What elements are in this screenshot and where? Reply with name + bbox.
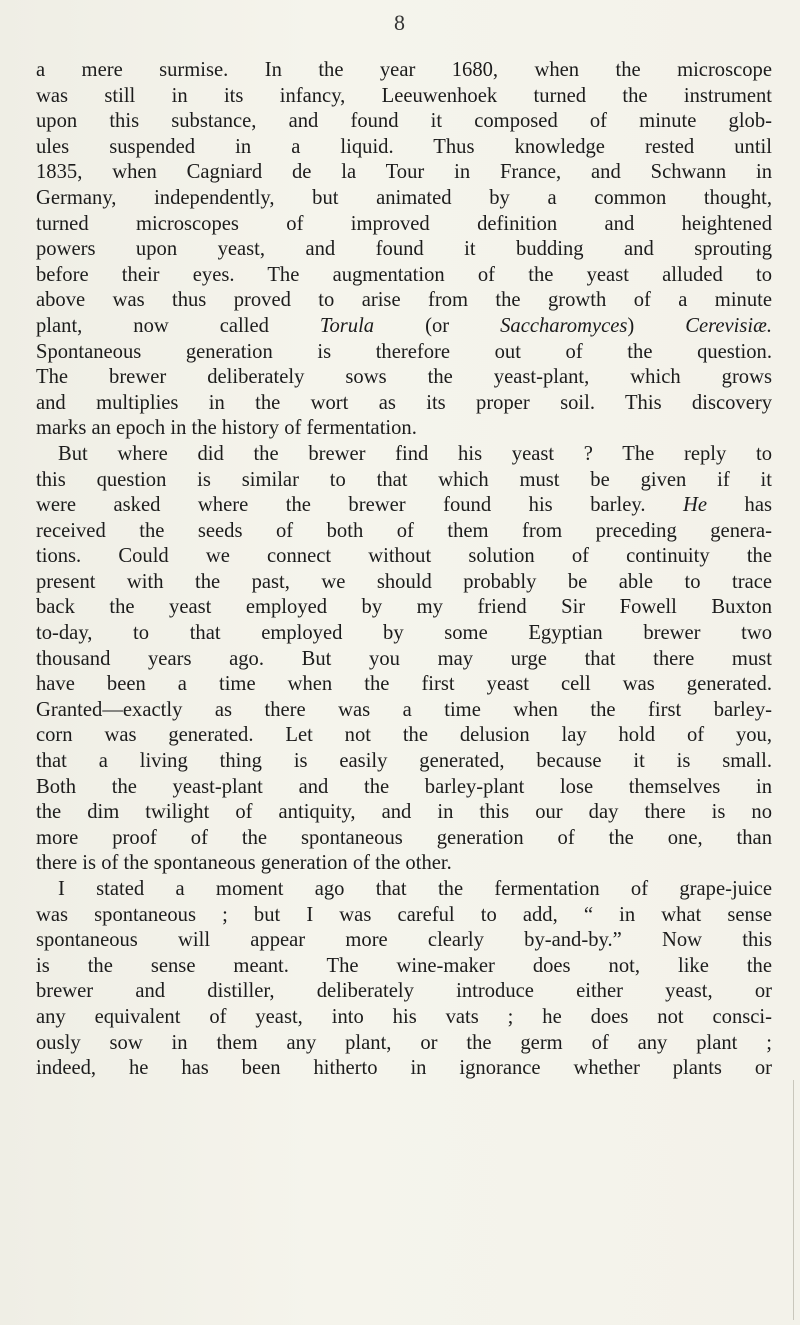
body-text xyxy=(36,58,772,1082)
text-segment: tions. Could we connect without solution of continuity the xyxy=(36,545,772,568)
text-line xyxy=(36,826,772,852)
text-segment: is the sense meant. The wine-maker does not, like the xyxy=(36,954,772,977)
text-segment: thousand years ago. But you may urge that there must xyxy=(36,647,772,670)
text-line xyxy=(36,109,772,135)
text-segment: marks an epoch in the history of fermentation. xyxy=(36,417,417,440)
text-segment: to-day, to that employed by some Egyptian brewer two xyxy=(36,622,772,645)
text-line xyxy=(36,928,772,954)
italic-text: He xyxy=(683,494,708,517)
page-number: 8 xyxy=(394,10,406,35)
text-segment: The brewer deliberately sows the yeast-plant, which grows xyxy=(36,366,772,389)
text-line xyxy=(36,544,772,570)
text-segment: ) xyxy=(627,314,686,337)
text-segment: plant, now called xyxy=(36,314,320,337)
text-line xyxy=(36,621,772,647)
text-segment: any equivalent of yeast, into his vats ; he does not consci- xyxy=(36,1005,772,1028)
text-line xyxy=(36,698,772,724)
text-line xyxy=(36,186,772,212)
text-segment: turned microscopes of improved definition and heightened xyxy=(36,212,772,235)
text-segment: Both the yeast-plant and the barley-plant lose themselves in xyxy=(36,775,772,798)
text-line xyxy=(36,851,772,877)
text-segment: Spontaneous generation is therefore out of the question. xyxy=(36,340,772,363)
italic-text: Saccharomyces xyxy=(500,314,628,337)
text-segment: 1835, when Cagniard de la Tour in France, and Schwann in xyxy=(36,161,772,184)
text-line xyxy=(36,442,772,468)
text-segment: that a living thing is easily generated, because it is small. xyxy=(36,750,772,773)
text-segment: corn was generated. Let not the delusion lay hold of you, xyxy=(36,724,772,747)
text-line xyxy=(36,391,772,417)
text-line xyxy=(36,519,772,545)
text-line xyxy=(36,58,772,84)
text-line xyxy=(36,595,772,621)
text-line xyxy=(36,493,772,519)
text-line xyxy=(36,365,772,391)
text-segment: above was thus proved to arise from the growth of a minute xyxy=(36,289,772,312)
text-line xyxy=(36,237,772,263)
text-line xyxy=(36,416,772,442)
text-segment: and multiplies in the wort as its proper soil. This discovery xyxy=(36,391,772,414)
text-line xyxy=(36,212,772,238)
text-segment: ules suspended in a liquid. Thus knowledge rested until xyxy=(36,135,772,158)
text-line xyxy=(36,775,772,801)
text-segment: back the yeast employed by my friend Sir Fowell Buxton xyxy=(36,596,772,619)
text-line xyxy=(36,288,772,314)
text-segment: (or xyxy=(374,314,501,337)
text-line xyxy=(36,723,772,749)
text-segment: before their eyes. The augmentation of the yeast alluded to xyxy=(36,263,772,286)
text-segment: more proof of the spontaneous generation of the one, than xyxy=(36,826,772,849)
text-segment: Germany, independently, but animated by a common thought, xyxy=(36,186,772,209)
text-line xyxy=(36,647,772,673)
text-line xyxy=(36,135,772,161)
text-segment: indeed, he has been hitherto in ignorance whether plants or xyxy=(36,1057,772,1080)
text-segment: has xyxy=(707,494,772,517)
text-line xyxy=(36,160,772,186)
text-line xyxy=(36,954,772,980)
text-line xyxy=(36,468,772,494)
text-segment: present with the past, we should probably be able to trace xyxy=(36,570,772,593)
text-segment: this question is similar to that which must be given if it xyxy=(36,468,772,491)
italic-text: Cerevisiæ. xyxy=(685,314,773,337)
text-segment: was still in its infancy, Leeuwenhoek turned the instrument xyxy=(36,84,772,107)
text-segment: powers upon yeast, and found it budding and sprouting xyxy=(36,238,772,261)
text-line xyxy=(36,800,772,826)
text-line xyxy=(36,1005,772,1031)
text-segment: received the seeds of both of them from preceding genera- xyxy=(36,519,772,542)
text-line xyxy=(36,979,772,1005)
text-line xyxy=(36,672,772,698)
text-line xyxy=(36,1056,772,1082)
text-segment: was spontaneous ; but I was careful to add, “ in what sense xyxy=(36,903,772,926)
text-segment: ously sow in them any plant, or the germ of any plant ; xyxy=(36,1031,772,1054)
text-line xyxy=(36,1031,772,1057)
text-segment: upon this substance, and found it composed of minute glob- xyxy=(36,110,772,133)
text-line xyxy=(36,263,772,289)
text-line xyxy=(36,570,772,596)
text-segment: But where did the brewer find his yeast ? The reply to xyxy=(58,442,772,465)
text-segment: the dim twilight of antiquity, and in this our day there is no xyxy=(36,801,772,824)
text-line xyxy=(36,314,772,340)
text-segment: a mere surmise. In the year 1680, when the microscope xyxy=(36,59,772,81)
text-segment: I stated a moment ago that the fermentation of grape-juice xyxy=(58,878,772,900)
text-line xyxy=(36,749,772,775)
text-segment: were asked where the brewer found his barley. xyxy=(36,494,683,517)
text-line xyxy=(36,903,772,929)
text-line xyxy=(36,877,772,903)
page-edge-rule xyxy=(793,1080,794,1320)
text-segment: there is of the spontaneous generation of the other. xyxy=(36,852,452,875)
text-segment: have been a time when the first yeast cell was generated. xyxy=(36,673,772,696)
text-segment: brewer and distiller, deliberately introduce either yeast, or xyxy=(36,980,772,1003)
text-segment: spontaneous will appear more clearly by-and-by.” Now this xyxy=(36,929,772,952)
text-line xyxy=(36,340,772,366)
text-segment: Granted—exactly as there was a time when the first barley- xyxy=(36,698,772,721)
italic-text: Torula xyxy=(319,314,375,337)
text-line xyxy=(36,84,772,110)
